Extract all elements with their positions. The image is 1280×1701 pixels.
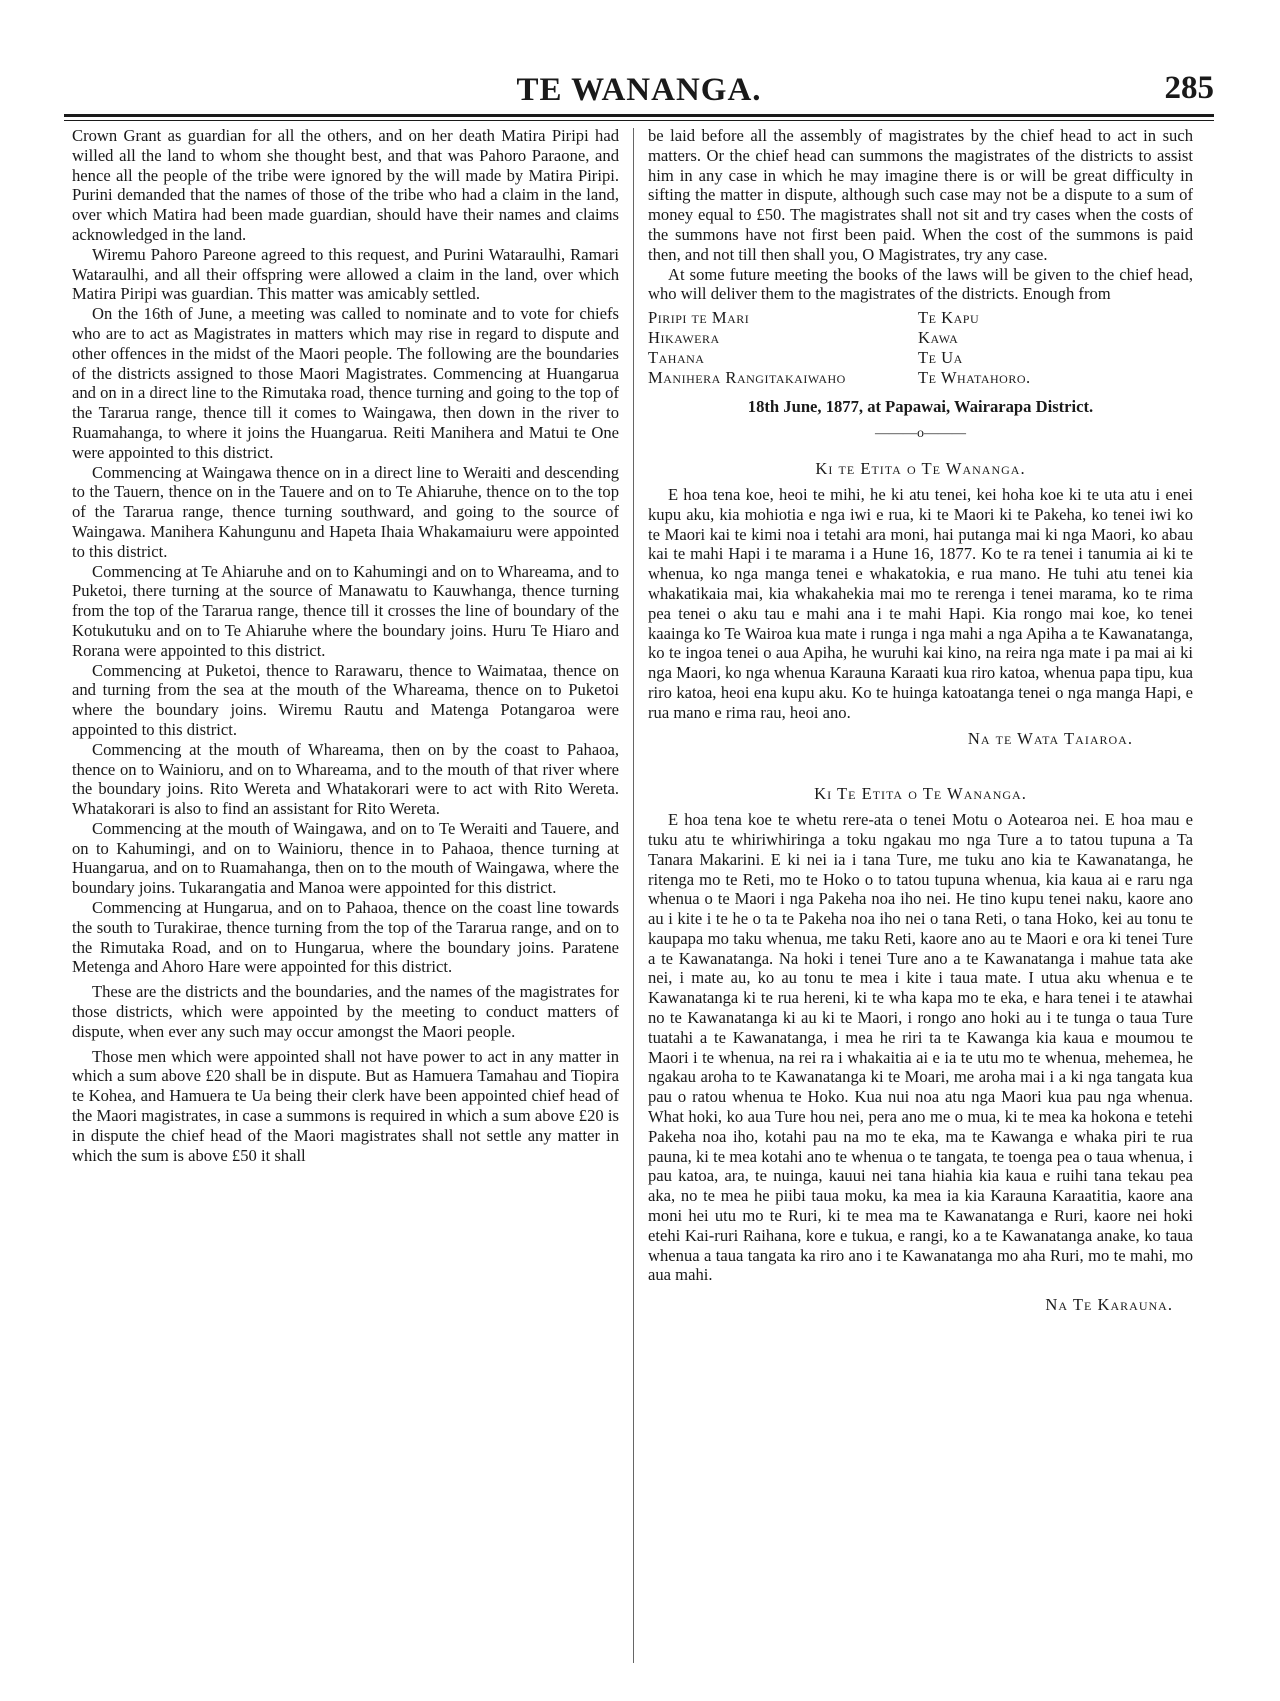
section-ornament: ———o——— — [875, 426, 966, 442]
signatory-name: Hikawera — [648, 327, 720, 347]
left-paragraph: Commencing at Hungarua, and on to Pahaoa, thence on the coast line towards the south to Turakirae, thence turning from the top of the Tararua range, and on to the Rimutaka Road, and on to Hungarua, where the boundary joins. Paratene Metenga and Ahoro Hare were appointed for this district. — [72, 898, 619, 977]
letter-signoff: Na Te Karauna. — [1045, 1295, 1173, 1315]
letter-body: E hoa tena koe te whetu rere-ata o tenei Motu o Aotearoa nei. E hoa mau e tuku atu te whiriwhiringa a toku ngakau mo nga Ture a to tatou tupuna a Ta Tanara Makarini. E ki nei ia i tana Ture, me tuku ano kia te Kawanatanga, he ritenga mo te Reti, mo te Hoko o to tatou tupuna whenua, kia kaua ai e raru nga whenua o te Maori i nga Pakeha noa iho nei. He tino kupu tenei naku, kaore ano au i kite i te he o ta te Pakeha noa iho nei o tana Reti, o tana Hoko, kei au tonu te kaupapa mo taku whenua, me taku Reti, kaore ano au te Maori e ora ki tenei Ture a te Kawanatanga. Na hoki i tenei Ture ano a te Kawanatanga i mahue tata ake nei, i mate au, ko au tonu te mea i kite i taua mate. I utua aku whenua e te Kawanatanga ki te rua hereni, ki te wha kapa mo te eka, e hara tenei i te atawhai no te Kawanatanga ki au ki te Maori, i rongo ano hoki au i te tunga o taua Ture tuatahi a te Kawanatanga, i mea he riri ta te Kawanga kia kaua e moumou te Maori i te whenua, na rei ra i whakaitia ai e ia te utu mo te whenua, mehemea, he ngakau aroha to te Kawanatanga ki te Moari, me aroha mai i a ki nga tangata kua pau o ratou whenua te Hoko. Kua nui noa atu nga Maori kua pau nga whenua. What hoki, ko aua Ture hou nei, pera ano me o mua, ki te mea ka hokona e tetehi Pakeha noa iho, kotahi pau na mo te eka, ma te Kawanga e whaka piri te rua pauna, ki te mea kotahi ano te whenua o te tangata, te toenga pea o taua whenua, i pau katoa, ara, te nuinga, kauui nei tana hiahia kia kaua e ruihi tana tekau pea aka, no te mea he piibi taua moku, ka mea ia kia Karauna Karaatitia, kaore ana moni hei utu mo te Ruri, ki te mea ma te Kawanatanga e Ruri, kaore nei hoki etehi Kai-ruri Raihana, kore e tukua, e rangi, ko a te Kawanatanga anake, ko taua whenua a taua tangata ka riro ano i te Kawanatanga mo aha Ruri, mo te mahi, mo aua mahi. — [648, 810, 1193, 1285]
header-rule-thin — [64, 120, 1214, 121]
left-paragraph: Commencing at the mouth of Whareama, then on by the coast to Pahaoa, thence on to Wainioru, and on to Whareama, and to the mouth of that river where the boundary joins. Rito Wereta and Whatakorari were to act with Rito Wereta. Whatakorari is also to find an assistant for Rito Wereta. — [72, 739, 619, 819]
left-paragraph: Wiremu Pahoro Pareone agreed to this request, and Purini Wataraulhi, Ramari Wataraulhi, and all their offspring were allowed a claim in the land, over which Matira Piripi was guardian. This matter was amicably settled. — [72, 244, 619, 304]
header-rule-thick — [64, 114, 1214, 117]
letter-signoff: Na te Wata Taiaroa. — [967, 728, 1133, 748]
signatory-name: Te Whatahoro. — [918, 367, 1031, 387]
left-paragraph: Commencing at Waingawa thence on in a direct line to Weraiti and descending to the Tauern, thence on in the Tauere and on to Te Ahiaruhe, thence on to the top of the Tararua range, thence turning southward, and going to the source of Waingawa. Manihera Kahungunu and Hapeta Ihaia Whakamaiuru were appointed to this district. — [72, 462, 619, 561]
letter-heading: Ki Te Etita o Te Wananga. — [814, 784, 1027, 804]
column-divider — [633, 128, 634, 1663]
left-paragraph: Those men which were appointed shall not have power to act in any matter in which a sum above £20 shall be in dispute. But as Hamuera Tamahau and Tiopira te Kohea, and Hamuera te Ua being their clerk have been appointed chief head of the Maori magistrates, in case a summons is required in which a sum above £20 is in dispute the chief head of the Maori magistrates shall not settle any matter in which the sum is above £50 it shall — [72, 1046, 619, 1165]
signatory-name: Manihera Rangitakaiwaho — [648, 367, 846, 387]
left-paragraph: These are the districts and the boundaries, and the names of the magistrates for those districts, which were appointed by the meeting to conduct matters of dispute, when ever any such may occur amongst the Maori people. — [72, 982, 619, 1041]
signatory-name: Te Kapu — [918, 308, 980, 328]
signatory-name: Te Ua — [918, 347, 963, 367]
left-paragraph: Commencing at the mouth of Waingawa, and on to Te Weraiti and Tauere, and on to Kahumingi, and on to Wainioru, thence in to Pahaoa, thence turning at Huangarua, and on to Ruamahanga, then on to the mouth of Waingawa, where the boundary joins. Tukarangatia and Manoa were appointed for this district. — [72, 818, 619, 898]
signatory-name: Piripi te Mari — [648, 308, 750, 328]
letter-heading: Ki te Etita o Te Wananga. — [815, 459, 1026, 479]
right-paragraph: At some future meeting the books of the laws will be given to the chief head, who will deliver them to the magistrates of the districts. Enough from — [648, 264, 1193, 304]
left-paragraph: Commencing at Te Ahiaruhe and on to Kahumingi and on to Whareama, and to Puketoi, there turning at the source of Manawatu to Kauwhanga, thence turning from the top of the Tararua range, thence till it crosses the line of boundary of the Kotukutuku and on to Te Ahiaruhe where the boundary joins. Huru Te Hiaro and Rorana were appointed to this district. — [72, 561, 619, 660]
signatory-name: Kawa — [918, 327, 959, 347]
right-paragraph: be laid before all the assembly of magistrates by the chief head to act in such matters. Or the chief head can summons the magistrates of the districts to assist him in any case in which he may imagine there is or will be great difficulty in sifting the matter in dispute, although such case may not be a dispute to a sum of money equal to £50. The magistrates shall not sit and try cases when the costs of the summons have not first been paid. When the cost of the summons is paid then, and not till then shall you, O Magistrates, try any case. — [648, 126, 1193, 264]
left-column — [72, 126, 619, 1165]
page-number: 285 — [1164, 70, 1214, 106]
right-column — [648, 126, 1193, 1315]
dateline: 18th June, 1877, at Papawai, Wairarapa District. — [747, 397, 1094, 417]
masthead — [64, 70, 1214, 130]
left-paragraph: Crown Grant as guardian for all the others, and on her death Matira Piripi had willed all the land to whom she thought best, and that was Pahoro Paraone, and hence all the people of the tribe were ignored by the will made by Matira Piripi. Purini demanded that the names of those of the tribe who had a claim in the land, over which Matira had been made guardian, should have their names and claims acknowledged in the land. — [72, 126, 619, 244]
left-paragraph: Commencing at Puketoi, thence to Rarawaru, thence to Waimataa, thence on and turning from the sea at the mouth of the Whareama, thence on to Puketoi where the boundary joins. Wiremu Rautu and Matenga Potangaroa were appointed to this district. — [72, 660, 619, 739]
signatory-name: Tahana — [648, 347, 705, 367]
newspaper-title: TE WANANGA. — [516, 72, 762, 108]
letter-body: E hoa tena koe, heoi te mihi, he ki atu tenei, kei hoha koe ki te uta atu i enei kupu aku, kia mohiotia e nga iwi e rua, ki te Maori ki te Pakeha, ko tenei iwi ko te Maori kai te kimi noa i tetahi ara moni, hai putanga mai ki nga Maori, ko abau kai te mahi Hapi i te marama i a Hune 16, 1877. Ko te ra tenei i tanumia ai ki te whenua, ko nga manga tenei e whakatokia, e rua mano. He tuhi atu tenei kia whakatikaia mai, kia whakahekia mai mo te rerenga i tenei marama, ko te rima pea tenei o aku tau e mahi ana i te mahi Hapi. Kia rongo mai koe, ko tenei kaainga ko Te Wairoa kua mate i runga i nga mahi a nga Apiha a te Kawanatanga, ko te ingoa tenei o aua Apiha, he wuruhi kai kino, na reira nga mate i pa mai ai ki nga Maori, ko nga whenua Karauna Karaati kua riro katoa, whenua papa tipu, kua riro katoa, heoi ena kupu aku. Ko te huinga katoatanga tenei o nga manga Hapi, e rua mano e rima rau, heoi ano. — [648, 484, 1193, 722]
signatories-list — [648, 308, 1193, 387]
left-paragraph: On the 16th of June, a meeting was called to nominate and to vote for chiefs who are to act as Magistrates in matters which may rise in regard to dispute and other offences in the midst of the Maori people. The following are the boundaries of the districts assigned to those Maori Magistrates. Commencing at Huangarua and on in a direct line to the Rimutaka road, thence turning and going to the top of the Tararua range, thence till it comes to Waingawa, then down in the river to Ruamahanga, to where it joins the Huangarua. Reiti Manihera and Matui te One were appointed to this district. — [72, 304, 619, 462]
